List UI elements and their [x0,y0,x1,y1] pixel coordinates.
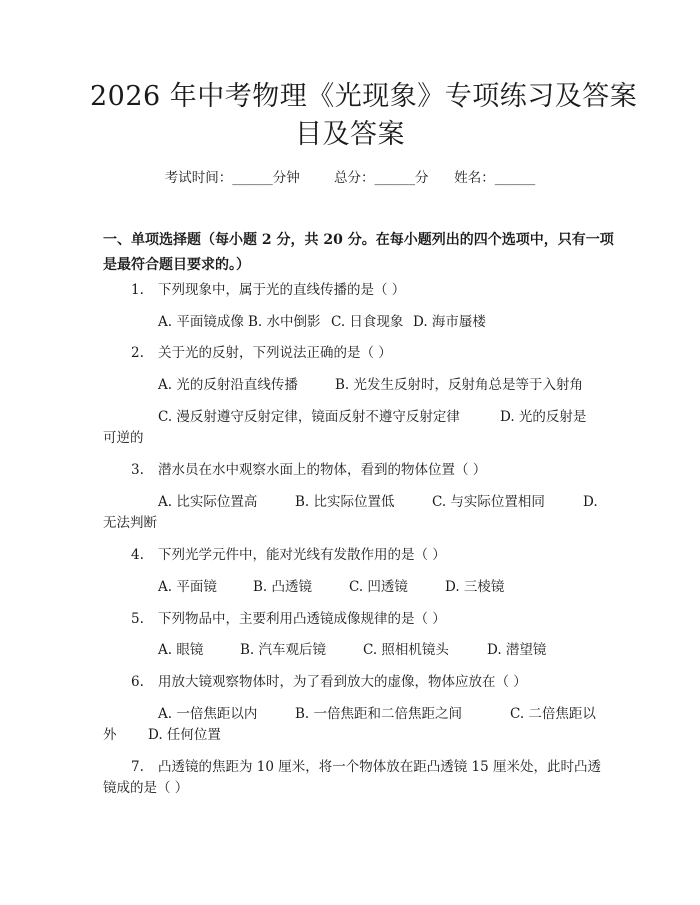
question-4-options [158,577,653,597]
option-c: C. 二倍焦距以 [510,706,596,722]
question-stem: 关于光的反射，下列说法正确的是（ ） [158,345,392,361]
option-a: A. 眼镜 [158,642,204,658]
question-2-options-row-1 [158,375,653,395]
question-stem: 下列物品中，主要利用凸透镜成像规律的是（ ） [158,611,446,627]
title-line-2: 目及答案 [295,119,405,150]
option-c: C. 漫反射遵守反射定律，镜面反射不遵守反射定律 [158,409,460,425]
question-number: 1. [131,282,144,298]
question-6 [131,672,626,692]
title-line-1: 2026 年中考物理《光现象》专项练习及答案 [90,81,638,112]
option-b: B. 比实际位置低 [295,494,395,510]
question-6-options [158,704,653,724]
option-a: A. 平面镜 [158,579,217,595]
question-1-options [158,312,653,332]
question-stem: 潜水员在水中观察水面上的物体，看到的物体位置（ ） [158,462,487,478]
option-d: D. [583,494,598,510]
question-stem: 下列现象中，属于光的直线传播的是（ ） [158,282,406,298]
option-c: C. 日食现象 [331,314,404,330]
option-d: D. 任何位置 [148,727,221,743]
question-3-options [158,492,653,512]
question-7 [131,757,626,777]
total-score: 总分：______分 [334,170,429,186]
option-c: C. 与实际位置相同 [432,494,545,510]
question-number: 3. [131,462,144,478]
option-d: D. 光的反射是 [500,409,587,425]
question-number: 6. [131,674,144,690]
question-2 [131,343,626,363]
option-a: A. 比实际位置高 [158,494,258,510]
section-heading [103,228,614,278]
question-1 [131,280,626,300]
question-number: 7. [131,759,144,775]
question-3-options-wrap: 无法判断 [103,515,157,531]
option-c-wrap: 外 [103,727,117,743]
question-number: 4. [131,547,144,563]
option-b: B. 水中倒影 [248,314,321,330]
question-3 [131,460,626,480]
option-b: B. 汽车观后镜 [240,642,327,658]
option-d: D. 潜望镜 [487,642,547,658]
question-4 [131,545,626,565]
question-2-options-wrap: 可逆的 [103,430,144,446]
option-d: D. 海市蜃楼 [413,314,486,330]
exam-time: 考试时间：______分钟 [164,170,300,186]
option-b: B. 凸透镜 [253,579,313,595]
question-5-options [158,640,653,660]
question-number: 5. [131,611,144,627]
question-stem: 下列光学元件中，能对光线有发散作用的是（ ） [158,547,446,563]
option-a: A. 光的反射沿直线传播 [158,377,298,393]
option-a: A. 一倍焦距以内 [158,706,258,722]
question-7-stem-wrap: 镜成的是（ ） [103,780,189,796]
section-heading-line-2: 是最符合题目要求的。） [103,257,250,273]
option-b: B. 光发生反射时，反射角总是等于入射角 [335,377,584,393]
option-b: B. 一倍焦距和二倍焦距之间 [295,706,463,722]
exam-info [0,166,700,186]
section-heading-line-1: 一、单项选择题（每小题 2 分，共 20 分。在每小题列出的四个选项中，只有一项 [103,232,614,248]
question-stem: 用放大镜观察物体时，为了看到放大的虚像，物体应放在（ ） [158,674,527,690]
question-number: 2. [131,345,144,361]
student-name: 姓名：______ [454,170,536,186]
question-6-options-wrap [103,725,598,745]
option-c: C. 凹透镜 [349,579,408,595]
document-title [90,78,638,154]
question-2-options-row-2 [158,407,653,427]
option-a: A. 平面镜成像 [158,314,244,330]
question-stem: 凸透镜的焦距为 10 厘米，将一个物体放在距凸透镜 15 厘米处，此时凸透 [158,759,602,775]
option-d: D. 三棱镜 [445,579,505,595]
option-c: C. 照相机镜头 [363,642,449,658]
question-5 [131,609,626,629]
